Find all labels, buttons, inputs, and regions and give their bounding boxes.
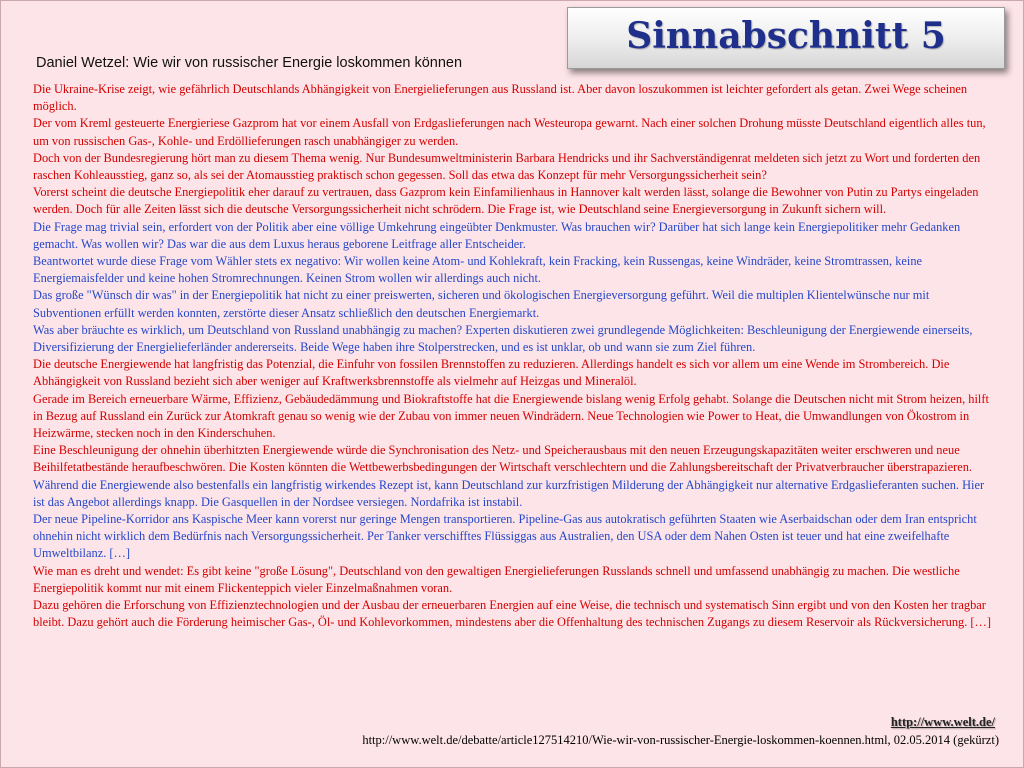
article-paragraph: Doch von der Bundesregierung hört man zu diesem Thema wenig. Nur Bundesumweltministerin Barbara Hendricks und ihr Sachverständigenrat meldeten sich jetzt zu Wort und forderten den raschen Kohleausstieg, ganz so, als sei der Atomausstieg praktisch schon gegessen. Soll das etwa das Konzept für mehr Versorgungssicherheit sein? <box>33 150 981 183</box>
article-paragraph: Die deutsche Energiewende hat langfristig das Potenzial, die Einfuhr von fossilen Brennstoffen zu reduzieren. Allerdings handelt es sich vor allem um eine Wende im Strombereich. Die Abhängigkeit von Russland bezieht sich aber weniger auf Kraftwerksbrennstoffe als vielmehr auf Heizgas und Mineralöl. <box>33 357 950 389</box>
article-paragraph: Gerade im Bereich erneuerbare Wärme, Effizienz, Gebäudedämmung und Biokraftstoffe hat die Energiewende bislang wenig Erfolg gehabt. Solange die Deutschen nicht mit Strom heizen, hilft in Bezug auf Russland ein Zurück zur Atomkraft genau so wenig wie der Zubau von immer neuen Windrädern. Neue Technologien wie Power to Heat, die Umwandlungen von Ökostrom in Heizwärme, stecken noch in den Kinderschuhen. <box>33 391 989 441</box>
article-paragraph: Beantwortet wurde diese Frage vom Wähler stets ex negativo: Wir wollen keine Atom- und Kohlekraft, kein Fracking, kein Russengas, keine Windräder, keine Stromtrassen, keine Energiemaisfelder und keine hohen Stromrechnungen. Keinen Strom wollen wir allerdings auch nicht. <box>33 254 923 286</box>
article-paragraph: Wie man es dreht und wendet: Es gibt keine "große Lösung", Deutschland von den gewaltigen Energielieferungen Russlands schnell und umfassend unabhängig zu machen. Die westliche Energiepolitik kommt nur mit einem Flickenteppich vieler Einzelmaßnahmen voran. <box>33 563 960 595</box>
article-paragraph: Während die Energiewende also bestenfalls ein langfristig wirkendes Rezept ist, kann Deutschland zur kurzfristigen Milderung der Abhängigkeit nur alternative Erdgaslieferanten suchen. Hier ist das Angebot allerdings knapp. Die Gasquellen in der Nordsee versiegen. Nordafrika ist instabil. <box>33 477 985 509</box>
title-box <box>567 7 1005 69</box>
article-paragraph: Die Ukraine-Krise zeigt, wie gefährlich Deutschlands Abhängigkeit von Energielieferungen aus Russland ist. Aber davon loszukommen ist leichter gefordert als getan. Zwei Wege scheinen möglich. <box>33 82 968 114</box>
article-paragraph: Die Frage mag trivial sein, erfordert von der Politik aber eine völlige Umkehrung eingeübter Denkmuster. Was brauchen wir? Darüber hat sich lange kein Energiepolitiker mehr Gedanken gemacht. Was wollen wir? Das war die aus dem Luxus heraus geborene Leitfrage aller Entscheider. <box>33 219 961 251</box>
article-paragraph: Das große "Wünsch dir was" in der Energiepolitik hat nicht zu einer preiswerten, sicheren und ökologischen Energieversorgung geführt. Weil die multiplen Klientelwünsche nur mit Subventionen erfüllt werden konnten, zerstörte dieser Ansatz schließlich den deutschen Energiemarkt. <box>33 288 930 320</box>
slide-title: Sinnabschnitt 5 <box>626 15 946 57</box>
article-paragraph: Eine Beschleunigung der ohnehin überhitzten Energiewende würde die Synchronisation des Netz- und Speicherausbaus mit den neuen Erzeugungskapazitäten weiter erschweren und neue Beihilfetatbestände heraufbeschwören. Die Kosten könnten die Wettbewerbsbedingungen der Wirtschaft verschlechtern und die Zahlungsbereitschaft der Privatverbraucher überstrapazieren. <box>33 443 973 475</box>
article-paragraph: Was aber bräuchte es wirklich, um Deutschland von Russland unabhängig zu machen? Experten diskutieren zwei grundlegende Möglichkeiten: Beschleunigung der Energiewende einerseits, Diversifizierung der Energielieferländer andererseits. Beide Wege haben ihre Stolperstrecken, und es ist unklar, ob und wann sie zum Ziel führen. <box>33 322 973 355</box>
article-paragraph: Der vom Kreml gesteuerte Energieriese Gazprom hat vor einem Ausfall von Erdgaslieferungen nach Westeuropa gewarnt. Nach einer solchen Drohung müsste Deutschland eigentlich alles tun, um von russischen Gas-, Kohle- und Erdöllieferungen rasch unabhängiger zu werden. <box>33 116 986 148</box>
article-paragraph: Dazu gehören die Erforschung von Effizienztechnologien und der Ausbau der erneuerbaren Energien auf eine Weise, die technisch und systematisch Sinn ergibt und von den Kosten her tragbar bleibt. Dazu gehört auch die Förderung heimischer Gas-, Öl- und Kohlevorkommen, mindestens aber die Offenhaltung des technischen Zugangs zu diesem Reservoir als Rückversicherung. […] <box>33 598 992 630</box>
source-citation: http://www.welt.de/debatte/article127514210/Wie-wir-von-russischer-Energie-loskommen-koennen.html, 02.05.2014 (gekürzt) <box>362 733 999 747</box>
article-body <box>33 81 995 632</box>
article-paragraph: Vorerst scheint die deutsche Energiepolitik eher darauf zu vertrauen, dass Gazprom kein Einfamilienhaus in Hannover kalt werden lässt, solange die Bewohner von Putin zu Partys eingeladen werden. Doch für alle Zeiten lässt sich die deutsche Versorgungssicherheit nicht schrödern. Die Frage ist, wie Deutschland seine Energieversorgung in Zukunft sichern will. <box>33 185 979 217</box>
article-heading: Daniel Wetzel: Wie wir von russischer Energie loskommen können <box>36 55 463 71</box>
article-paragraph: Der neue Pipeline-Korridor ans Kaspische Meer kann vorerst nur geringe Mengen transportieren. Pipeline-Gas aus autokratisch geführten Staaten wie Aserbaidschan oder dem Iran entspricht ohnehin nicht wirklich dem Bedürfnis nach Versorgungssicherheit. Per Tanker verschifftes Flüssiggas aus Australien, den USA oder dem Nahen Osten ist teuer und hat eine zweifelhafte Umweltbilanz. […] <box>33 512 977 561</box>
source-link[interactable]: http://www.welt.de/ <box>890 715 995 729</box>
